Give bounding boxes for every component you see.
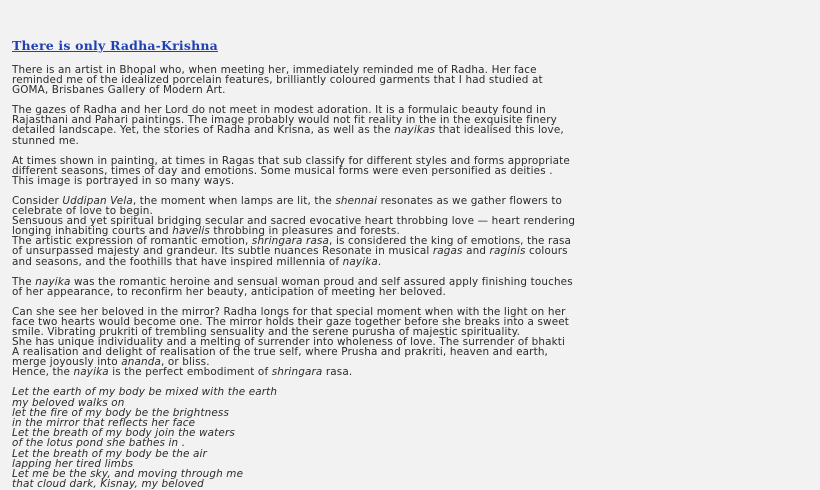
paragraph-line: Can she see her beloved in the mirror? Radha longs for that special moment when with the light on her bbox=[12, 305, 566, 318]
emphasis-text: shennai bbox=[335, 194, 378, 207]
paragraph-line: This image is portrayed in so many ways. bbox=[12, 174, 235, 187]
emphasis-text: nayikas bbox=[394, 124, 436, 137]
emphasis-text: nayika bbox=[342, 255, 378, 268]
paragraph-line: face two hearts would become one. The mirror holds their gaze together before she breaks into a sweet bbox=[12, 315, 569, 328]
paragraph-line bbox=[12, 367, 808, 377]
emphasis-text: nayika bbox=[73, 366, 109, 379]
text-run: , the moment when lamps are lit, the bbox=[132, 194, 336, 207]
paragraph-line: different seasons, times of day and emotions. Some musical forms were even personified as deities . bbox=[12, 164, 553, 177]
document-title[interactable]: There is only Radha-Krishna bbox=[12, 38, 218, 53]
paragraph-line: of her appearance, to reconfirm her beauty, anticipation of meeting her beloved. bbox=[12, 285, 446, 298]
paragraph-1 bbox=[12, 65, 808, 95]
emphasis-text: raginis bbox=[489, 245, 526, 258]
text-run: and seasons, and the foothills that have inspired millennia of bbox=[12, 255, 343, 268]
text-run: merge joyously into bbox=[12, 356, 122, 369]
poem bbox=[12, 387, 808, 489]
paragraph-6 bbox=[12, 307, 808, 378]
paragraph-line: celebrate of love to begin. bbox=[12, 205, 153, 218]
text-run: of unsurpassed majesty and grandeur. Its subtle nuances Resonate in musical bbox=[12, 245, 433, 258]
text-run: rasa. bbox=[322, 366, 353, 379]
poem-line: Let the earth of my body be mixed with the earth bbox=[12, 386, 278, 399]
document-body bbox=[12, 38, 808, 489]
text-run: . bbox=[377, 255, 382, 268]
paragraph-4 bbox=[12, 196, 808, 267]
paragraph-line: stunned me. bbox=[12, 134, 80, 147]
paragraph-line: GOMA, Brisbanes Gallery of Modern Art. bbox=[12, 84, 226, 97]
paragraph-line: A realisation and delight of realisation of the true self, where Prusha and prakriti, heaven and earth, bbox=[12, 346, 549, 359]
poem-line: Let the breath of my body be the air bbox=[12, 447, 207, 460]
text-run: resonates as we gather flowers to bbox=[377, 194, 563, 207]
paragraph-line: The gazes of Radha and her Lord do not meet in modest adoration. It is a formulaic beauty found in bbox=[12, 104, 546, 117]
emphasis-text: nayika bbox=[35, 275, 71, 288]
text-run: was the romantic heroine and sensual woman proud and self assured apply finishing touches bbox=[70, 275, 573, 288]
text-run: colours bbox=[525, 245, 568, 258]
text-run: Hence, the bbox=[12, 366, 74, 379]
text-run: detailed landscape. Yet, the stories of Radha and Krisna, as well as the bbox=[12, 124, 395, 137]
poem-line: let the fire of my body be the brightness bbox=[12, 406, 230, 419]
paragraph-line: At times shown in painting, at times in Ragas that sub classify for different styles and forms appropriate bbox=[12, 154, 570, 167]
emphasis-text: shringara bbox=[271, 366, 323, 379]
paragraph-3 bbox=[12, 156, 808, 186]
text-run: is the perfect embodiment of bbox=[108, 366, 272, 379]
text-run: and bbox=[462, 245, 490, 258]
poem-line: lapping her tired limbs bbox=[12, 457, 134, 470]
poem-line: of the lotus pond she bathes in . bbox=[12, 437, 186, 450]
paragraph-line: There is an artist in Bhopal who, when meeting her, immediately reminded me of Radha. Her face bbox=[12, 64, 537, 76]
text-run: , or bliss. bbox=[160, 356, 210, 369]
emphasis-text: havelis bbox=[172, 225, 210, 238]
paragraph-line bbox=[12, 257, 808, 267]
paragraph-line: reminded me of the idealized porcelain features, brilliantly coloured garments that I had studied at bbox=[12, 74, 543, 87]
text-run: The artistic expression of romantic emotion, bbox=[12, 235, 252, 248]
text-run: , is considered the king of emotions, the rasa bbox=[329, 235, 572, 248]
poem-line: my beloved walks on bbox=[12, 396, 125, 409]
paragraph-5 bbox=[12, 277, 808, 297]
paragraph-line: She has unique individuality and a melting of surrender into wholeness of love. The surrender of bhakti bbox=[12, 336, 566, 349]
emphasis-text: ananda bbox=[121, 356, 161, 369]
emphasis-text: ragas bbox=[432, 245, 463, 258]
poem-line: in the mirror that reflects her face bbox=[12, 417, 196, 430]
text-run: throbbing in pleasures and forests. bbox=[209, 225, 400, 238]
paragraph-line: Rajasthani and Pahari paintings. The image probably would not fit reality in the in the exquisite finery bbox=[12, 114, 557, 127]
emphasis-text: shringara rasa bbox=[251, 235, 330, 248]
poem-line: Let the breath of my body join the waters bbox=[12, 427, 235, 440]
paragraph-line bbox=[12, 125, 808, 135]
text-run: Consider bbox=[12, 194, 63, 207]
paragraph-line: smile. Vibrating prukriti of trembling sensuality and the serene purusha of majestic spirituality. bbox=[12, 325, 521, 338]
text-run: that idealised this love, bbox=[435, 124, 564, 137]
poem-line: that cloud dark, Kisnay, my beloved bbox=[12, 478, 204, 490]
paragraph-line: Sensuous and yet spiritual bridging secular and sacred evocative heart throbbing love — heart rendering bbox=[12, 215, 576, 228]
emphasis-text: Uddipan Vela bbox=[62, 194, 133, 207]
paragraph-2 bbox=[12, 105, 808, 145]
poem-line: Let me be the sky, and moving through me bbox=[12, 468, 244, 481]
text-run: The bbox=[12, 275, 36, 288]
text-run: longing inhabiting courts and bbox=[12, 225, 173, 238]
